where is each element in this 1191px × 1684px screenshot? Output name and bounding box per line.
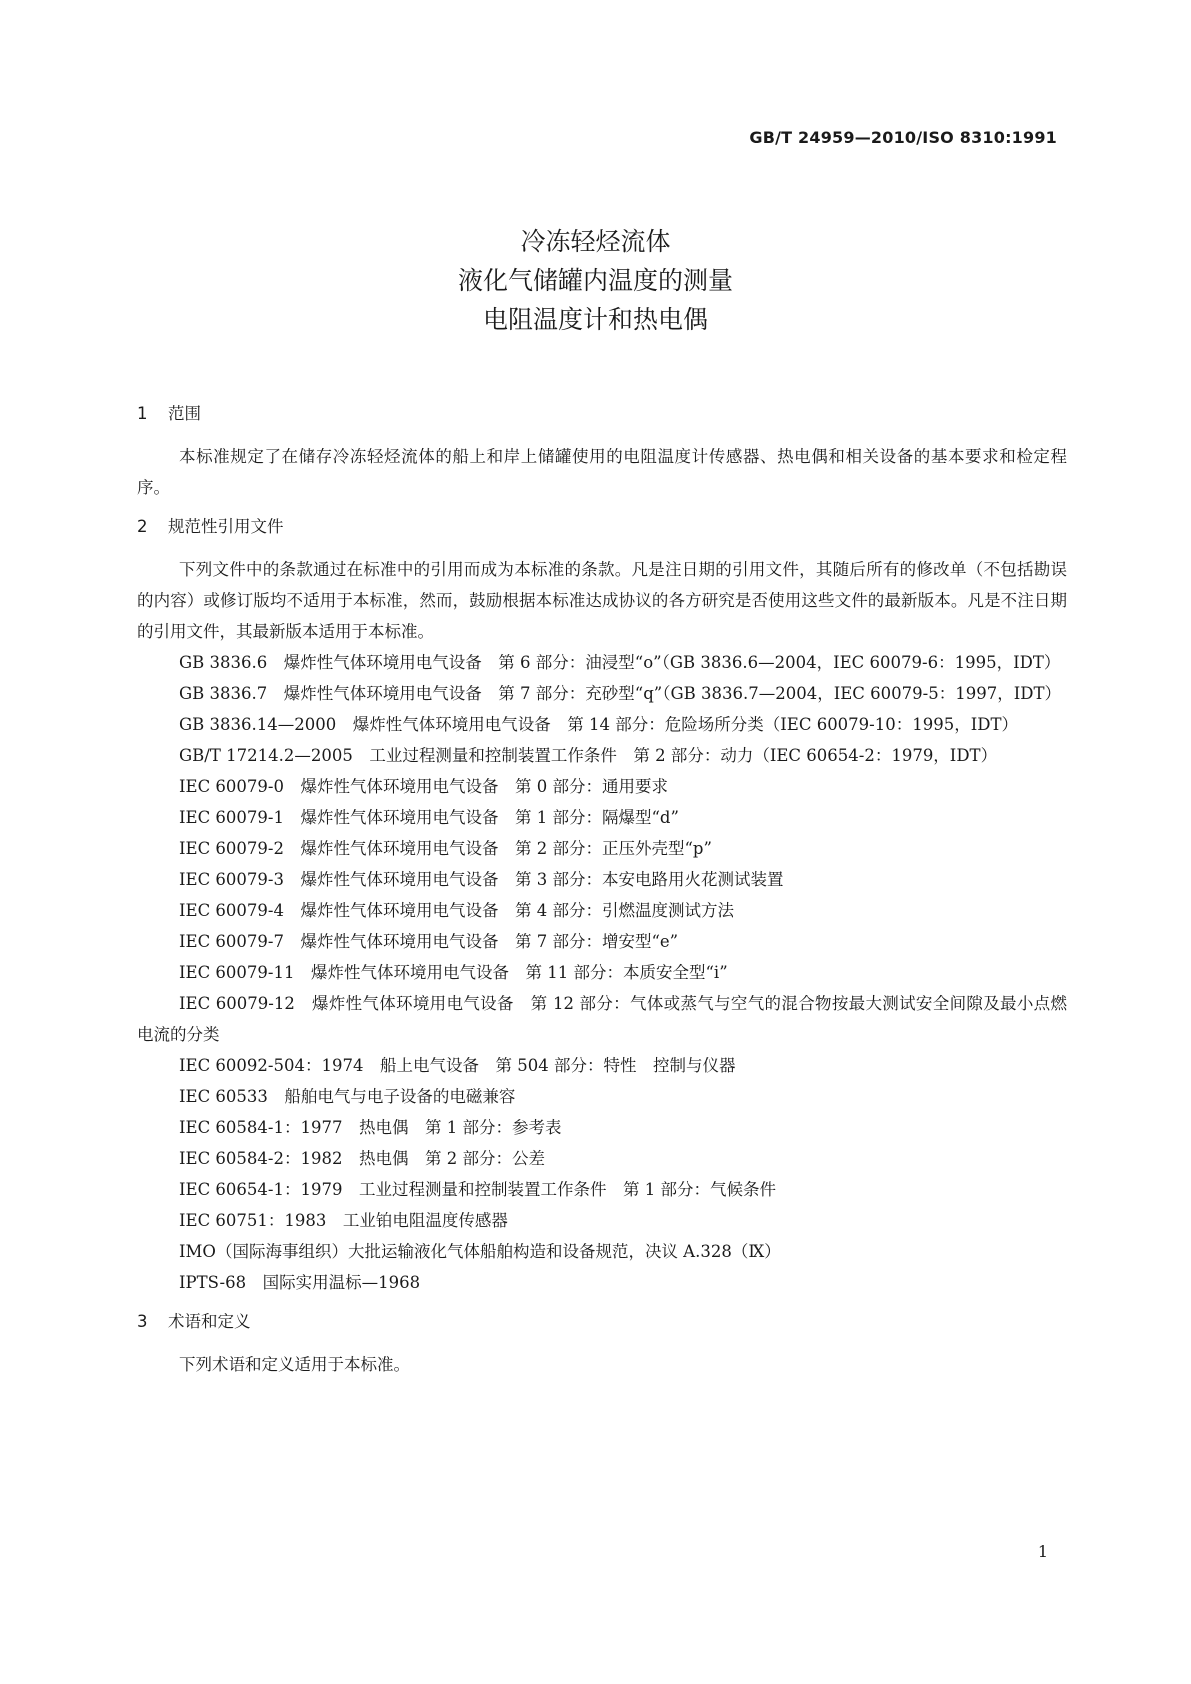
reference-item: IEC 60079-3 爆炸性气体环境用电气设备 第 3 部分：本安电路用火花测试装置 xyxy=(179,870,784,889)
section-2-heading xyxy=(137,511,1067,542)
page-number: 1 xyxy=(1037,1542,1048,1561)
section-number: 1 xyxy=(137,404,148,423)
section-2-intro: 下列文件中的条款通过在标准中的引用而成为本标准的条款。凡是注日期的引用文件，其随后所有的修改单（不包括勘误的内容）或修订版均不适用于本标准，然而，鼓励根据本标准达成协议的各方研究是否使用这些文件的最新版本。凡是不注日期的引用文件，其最新版本适用于本标准。 xyxy=(137,560,1067,641)
reference-item: IPTS-68 国际实用温标—1968 xyxy=(179,1273,421,1292)
reference-item: IEC 60584-2：1982 热电偶 第 2 部分：公差 xyxy=(179,1149,545,1168)
section-1-text: 本标准规定了在储存冷冻轻烃流体的船上和岸上储罐使用的电阻温度计传感器、热电偶和相关设备的基本要求和检定程序。 xyxy=(137,447,1067,497)
reference-item: IEC 60079-11 爆炸性气体环境用电气设备 第 11 部分：本质安全型“i” xyxy=(179,963,728,982)
title-line-1: 冷冻轻烃流体 xyxy=(520,227,671,256)
reference-item: IEC 60079-4 爆炸性气体环境用电气设备 第 4 部分：引燃温度测试方法 xyxy=(179,901,734,920)
section-number: 3 xyxy=(137,1312,148,1331)
reference-item: IEC 60079-2 爆炸性气体环境用电气设备 第 2 部分：正压外壳型“p” xyxy=(179,839,712,858)
title-line-2: 液化气储罐内温度的测量 xyxy=(457,266,733,295)
section-1-heading xyxy=(137,398,1067,429)
section-3-heading xyxy=(137,1306,1067,1337)
reference-item: GB 3836.14—2000 爆炸性气体环境用电气设备 第 14 部分：危险场所分类（IEC 60079-10：1995，IDT） xyxy=(179,715,1018,734)
reference-item: GB 3836.6 爆炸性气体环境用电气设备 第 6 部分：油浸型“o”（GB 3836.6—2004，IEC 60079-6：1995，IDT） xyxy=(179,653,1061,672)
reference-item: IEC 60751：1983 工业铂电阻温度传感器 xyxy=(179,1211,508,1230)
reference-item: GB 3836.7 爆炸性气体环境用电气设备 第 7 部分：充砂型“q”（GB 3836.7—2004，IEC 60079-5：1997，IDT） xyxy=(179,684,1061,703)
reference-item: IMO（国际海事组织）大批运输液化气体船舶构造和设备规范，决议 A.328（Ⅸ） xyxy=(179,1242,781,1261)
document-title xyxy=(0,222,1191,339)
section-title: 术语和定义 xyxy=(168,1312,251,1331)
document-code: GB/T 24959—2010/ISO 8310:1991 xyxy=(749,128,1057,147)
section-3-text: 下列术语和定义适用于本标准。 xyxy=(179,1355,410,1374)
reference-item: IEC 60533 船舶电气与电子设备的电磁兼容 xyxy=(179,1087,516,1106)
title-line-3: 电阻温度计和热电偶 xyxy=(482,305,708,334)
section-title: 范围 xyxy=(168,404,201,423)
reference-item: IEC 60092-504：1974 船上电气设备 第 504 部分：特性 控制与仪器 xyxy=(179,1056,736,1075)
reference-item: IEC 60079-0 爆炸性气体环境用电气设备 第 0 部分：通用要求 xyxy=(179,777,668,796)
document-body xyxy=(137,398,1067,1380)
reference-item: IEC 60079-1 爆炸性气体环境用电气设备 第 1 部分：隔爆型“d” xyxy=(179,808,679,827)
section-number: 2 xyxy=(137,517,148,536)
reference-item: IEC 60079-7 爆炸性气体环境用电气设备 第 7 部分：增安型“e” xyxy=(179,932,679,951)
reference-item: GB/T 17214.2—2005 工业过程测量和控制装置工作条件 第 2 部分：动力（IEC 60654-2：1979，IDT） xyxy=(179,746,998,765)
reference-item: IEC 60079-12 爆炸性气体环境用电气设备 第 12 部分：气体或蒸气与空气的混合物按最大测试安全间隙及最小点燃电流的分类 xyxy=(137,994,1067,1044)
reference-item: IEC 60584-1：1977 热电偶 第 1 部分：参考表 xyxy=(179,1118,562,1137)
reference-item: IEC 60654-1：1979 工业过程测量和控制装置工作条件 第 1 部分：气候条件 xyxy=(179,1180,776,1199)
section-title: 规范性引用文件 xyxy=(168,517,284,536)
